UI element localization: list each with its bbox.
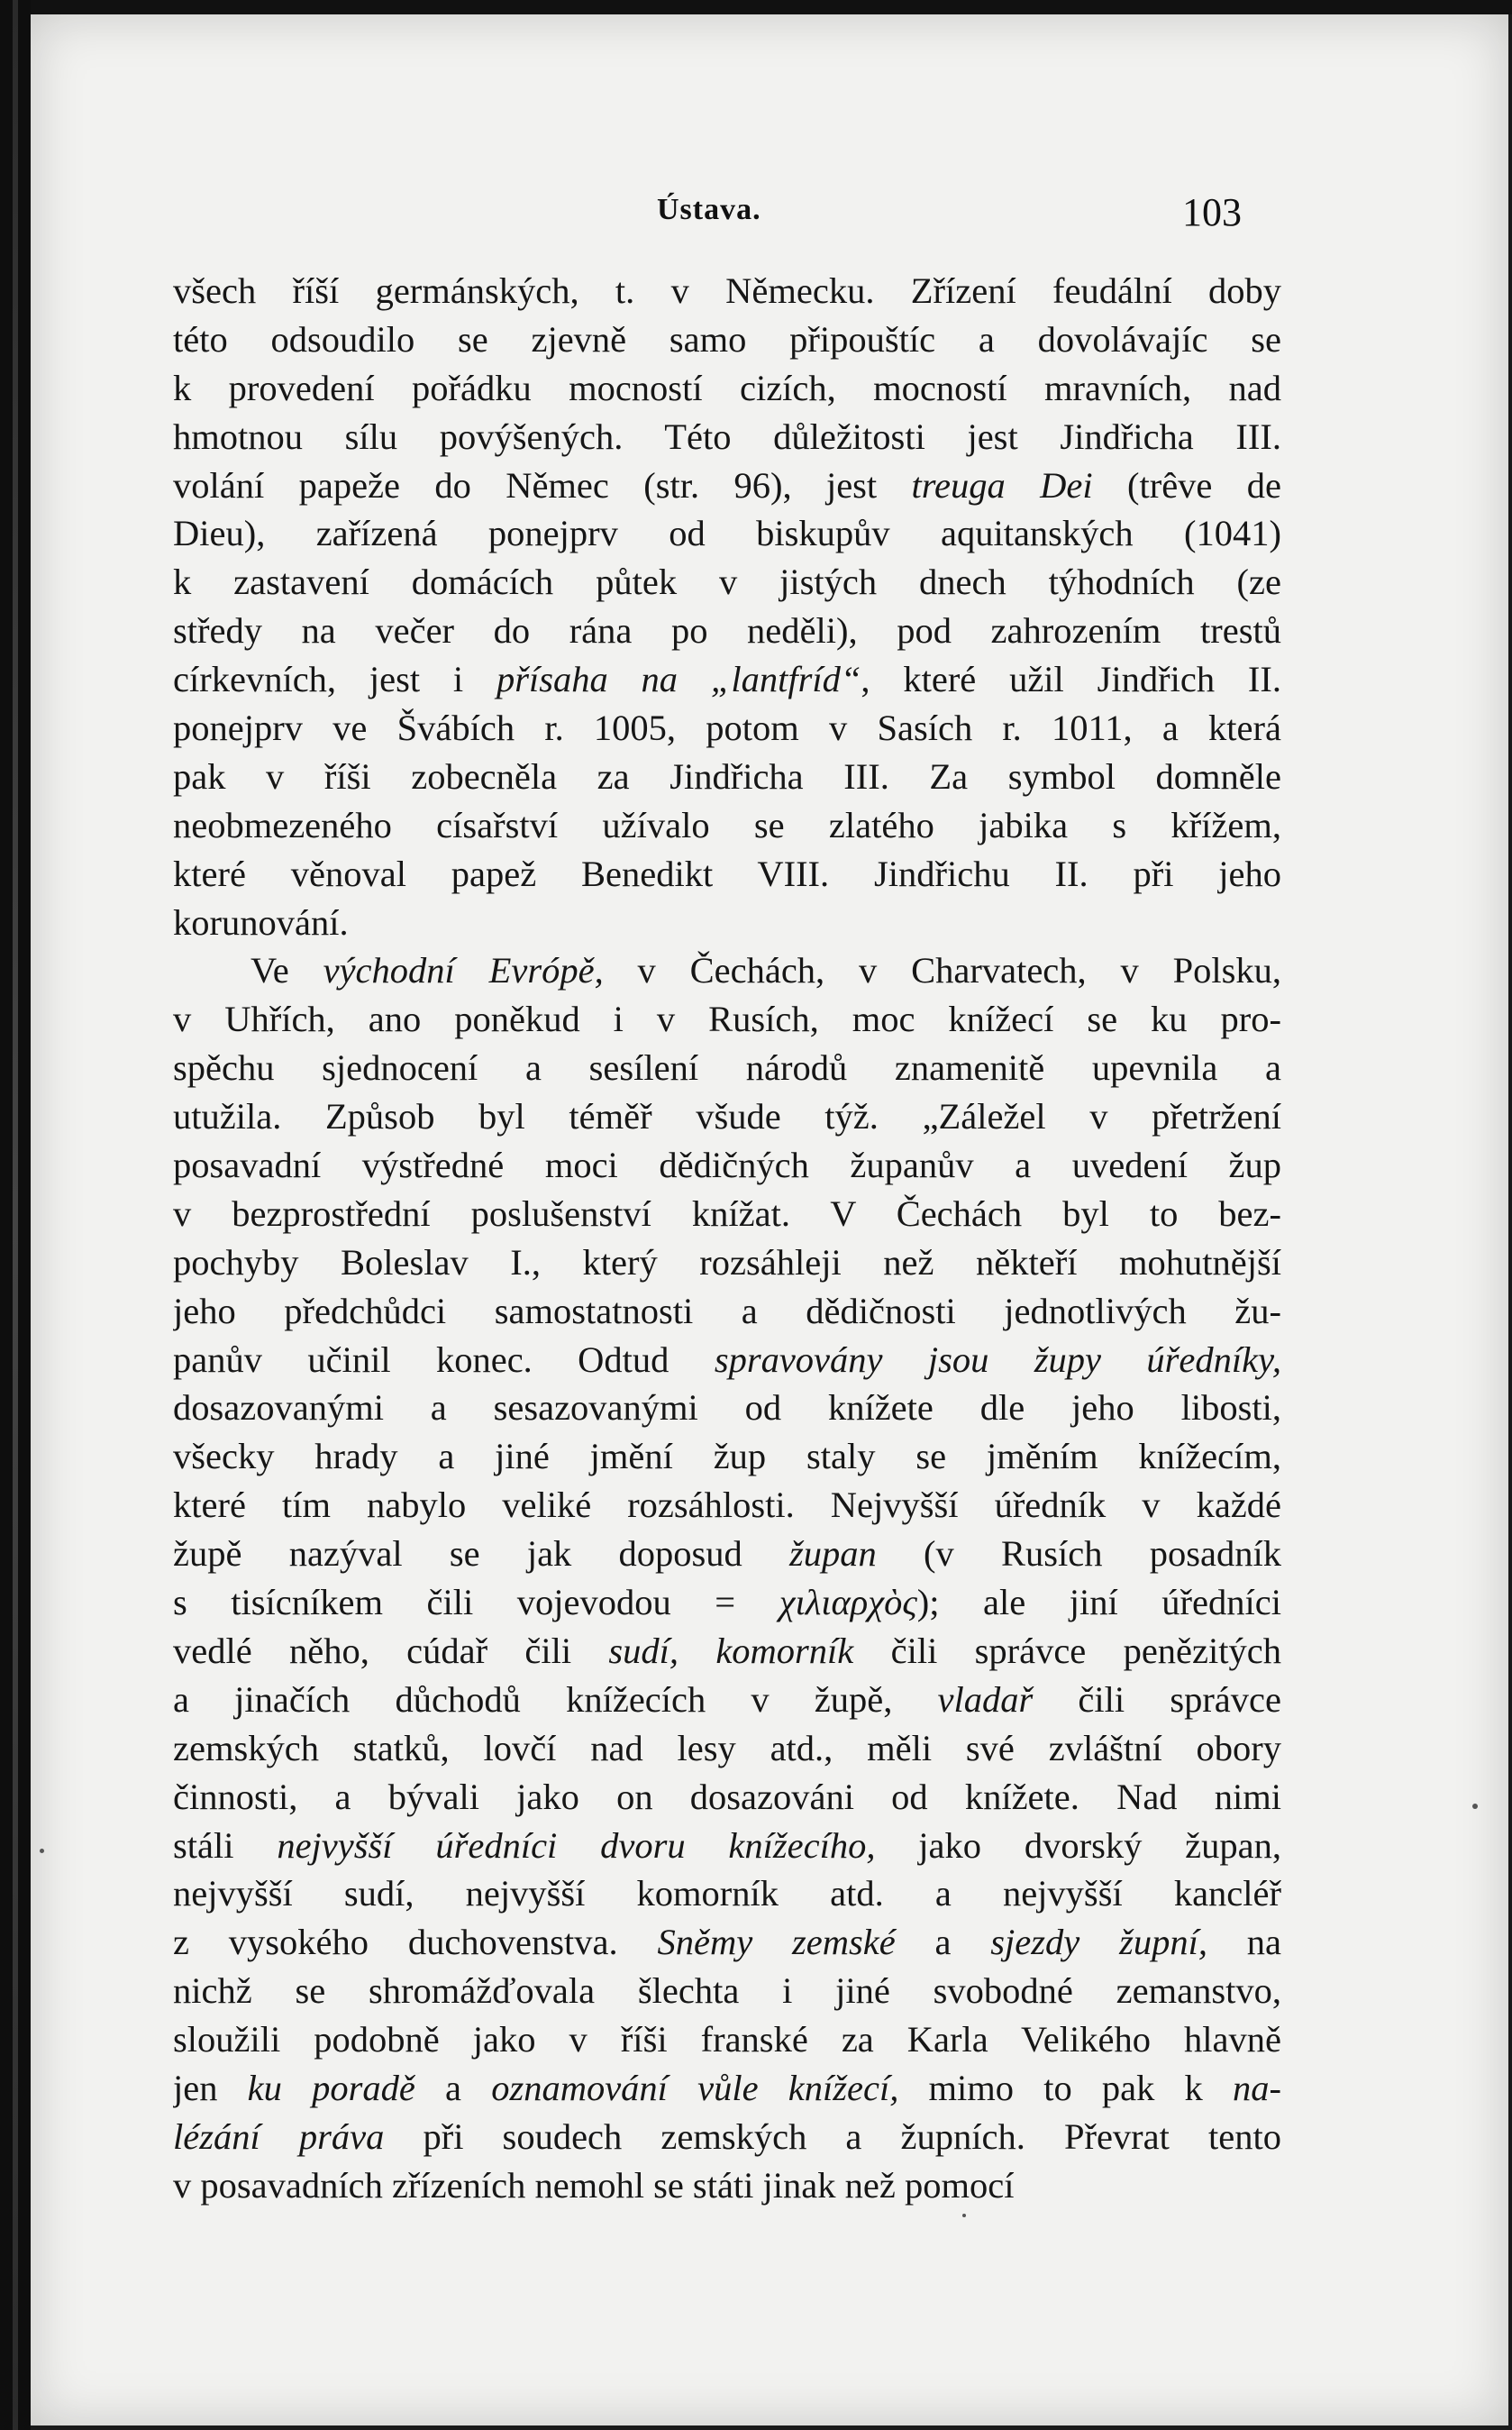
text-line [173,899,1281,947]
text-line [173,558,1281,607]
text-span: v Uhřích, ano poněkud i v Rusích, moc knížecí se ku pro- [173,999,1281,1040]
page-header [31,186,1508,240]
text-line [173,2113,1281,2161]
text-span: s tisícníkem čili vojevodou = [173,1582,779,1623]
text-span: činnosti, a bývali jako on dosazováni od knížete. Nad nimi [173,1776,1281,1817]
text-span: a jinačích důchodů knížecích v župě, [173,1678,938,1720]
text-span: v bezprostřední poslušenství knížat. V Čechách byl to bez- [173,1192,1281,1234]
text-span: Ve [250,950,323,991]
italic-span: ku poradě [247,2067,415,2108]
text-span: župě nazýval se jak doposud [173,1533,790,1575]
text-span: na [1207,1922,1281,1963]
text-line [173,704,1281,753]
text-line [173,1432,1281,1481]
italic-span: sudí, komorník [608,1630,854,1671]
italic-span: oznamování vůle knížecí, [491,2067,899,2108]
text-span: v posavadních zřízeních nemohl se státi jinak než pomocí [173,2164,1015,2206]
text-line [173,1967,1281,2015]
text-span: nejvyšší sudí, nejvyšší komorník atd. a nejvyšší kancléř [173,1873,1281,1914]
text-line [173,995,1281,1044]
text-span: neobmezeného císařství užívalo se zlatého jabika s křížem, [173,804,1281,845]
text-span: pak v říši zobecněla za Jindřicha III. Za symbol domněle [173,755,1281,797]
scan-top-border [0,0,1512,14]
italic-span: východní Evrópě, [323,950,604,991]
text-line [173,1869,1281,1918]
text-span: Dieu), zařízená ponejprv od biskupův aquitanských (1041) [173,513,1281,554]
text-line [173,267,1281,315]
text-span: mimo to pak k [898,2067,1233,2108]
italic-span: přísaha na „lantfríd“ [496,659,861,700]
text-span: korunování. [173,901,349,943]
text-span: pochyby Boleslav I., který rozsáhleji než někteří mohutnější [173,1241,1281,1283]
text-line [173,850,1281,899]
text-line [173,1336,1281,1384]
text-span: středy na večer do rána po neděli), pod zahrozením trestů [173,610,1281,652]
text-span: jeho předchůdci samostatnosti a dědičnosti jednotlivých žu- [173,1290,1281,1331]
text-span: které tím nabylo veliké rozsáhlosti. Nejvyšší úředník v každé [173,1484,1281,1526]
text-line [173,1773,1281,1822]
text-line [173,2161,1281,2210]
text-span: panův učinil konec. Odtud [173,1338,715,1380]
text-line [173,1092,1281,1141]
text-line [173,1287,1281,1336]
text-span: k provedení pořádku mocností cizích, mocností mravních, nad [173,367,1281,408]
text-span: a [895,1922,991,1963]
italic-span: Sněmy zemské [657,1922,896,1963]
text-line [173,1627,1281,1676]
italic-span: na- [1233,2067,1281,2108]
text-span: (v Rusích posadník [876,1533,1281,1575]
italic-span: vladař [937,1678,1034,1720]
italic-span: lézání práva [173,2115,385,2157]
scan-binding-edge [0,0,31,2430]
text-line [173,801,1281,850]
text-span: nichž se shromážďovala šlechta i jiné svobodné zemanstvo, [173,1970,1281,2012]
text-span: spěchu sjednocení a sesílení národů znamenitě upevnila a [173,1047,1281,1089]
text-line [173,1238,1281,1287]
text-span: které věnoval papež Benedikt VIII. Jindřichu II. při jeho [173,853,1281,894]
text-line [173,2064,1281,2113]
text-line [173,1044,1281,1092]
text-span: , které užil Jindřich II. [861,659,1281,700]
text-line [173,461,1281,510]
text-span: jen [173,2067,248,2108]
text-line [173,1384,1281,1432]
text-line [173,364,1281,413]
text-line [173,946,1281,995]
text-span: ); ale jiní úředníci [916,1582,1281,1623]
text-line [173,413,1281,461]
text-span: všecky hrady a jiné jmění žup staly se jměním knížecím, [173,1436,1281,1477]
text-span: sloužili podobně jako v říši franské za Karla Velikého hlavně [173,2019,1281,2060]
text-line [173,2015,1281,2064]
text-line [173,1578,1281,1627]
text-line [173,1141,1281,1190]
text-line [173,1190,1281,1238]
text-span: a [414,2067,492,2108]
text-span: této odsoudilo se zjevně samo připouštíc a dovolávajíc se [173,318,1281,360]
text-line [173,1822,1281,1870]
italic-span: spravovány jsou župy úředníky, [714,1338,1281,1380]
text-line [173,753,1281,801]
text-span: k zastavení domácích půtek v jistých dnech týhodních (ze [173,562,1281,603]
italic-span: χιλιαρχὸς [779,1582,917,1623]
text-line [173,607,1281,655]
text-line [173,1918,1281,1967]
italic-span: sjezdy župní, [990,1922,1207,1963]
text-line [173,1676,1281,1724]
scan-speck [40,1849,44,1853]
text-line [173,509,1281,558]
italic-span: nejvyšší úředníci dvoru knížecího, [277,1824,876,1866]
page-number: 103 [1182,190,1242,234]
scan-speck [1472,1804,1478,1809]
text-span: všech říší germánských, t. v Německu. Zřízení feudální doby [173,270,1281,311]
text-line [173,655,1281,704]
italic-span: župan [789,1533,877,1575]
text-span: z vysokého duchovenstva. [173,1922,658,1963]
text-line [173,1724,1281,1773]
text-span: v Čechách, v Charvatech, v Polsku, [603,950,1281,991]
text-span: dosazovanými a sesazovanými od knížete dle jeho libosti, [173,1387,1281,1429]
text-span: hmotnou sílu povýšených. Této důležitosti jest Jindřicha III. [173,416,1281,457]
text-span: jako dvorský župan, [875,1824,1281,1866]
text-span: vedlé něho, cúdař čili [173,1630,609,1671]
text-span: při soudech zemských a župních. Převrat tento [384,2115,1281,2157]
text-span: ponejprv ve Švábích r. 1005, potom v Sasích r. 1011, a která [173,708,1281,749]
book-page [31,14,1508,2425]
text-span: církevních, jest i [173,659,496,700]
text-span: volání papeže do Němec (str. 96), jest [173,464,912,506]
text-span: čili správce penězitých [853,1630,1281,1671]
running-head: Ústava. [657,193,761,226]
text-line [173,1481,1281,1530]
text-span: posavadní výstředné moci dědičných županův a uvedení žup [173,1145,1281,1186]
text-span: stáli [173,1824,278,1866]
scan-speck [962,2214,966,2217]
italic-span: treuga Dei [911,464,1093,506]
text-span: utužila. Způsob byl téměř všude týž. „Záležel v přetržení [173,1096,1281,1137]
text-span: (trêve de [1092,464,1281,506]
text-line [173,1530,1281,1578]
body-text [173,267,1281,2210]
text-span: zemských statků, lovčí nad lesy atd., měli své zvláštní obory [173,1727,1281,1768]
text-line [173,315,1281,364]
text-span: čili správce [1033,1678,1281,1720]
